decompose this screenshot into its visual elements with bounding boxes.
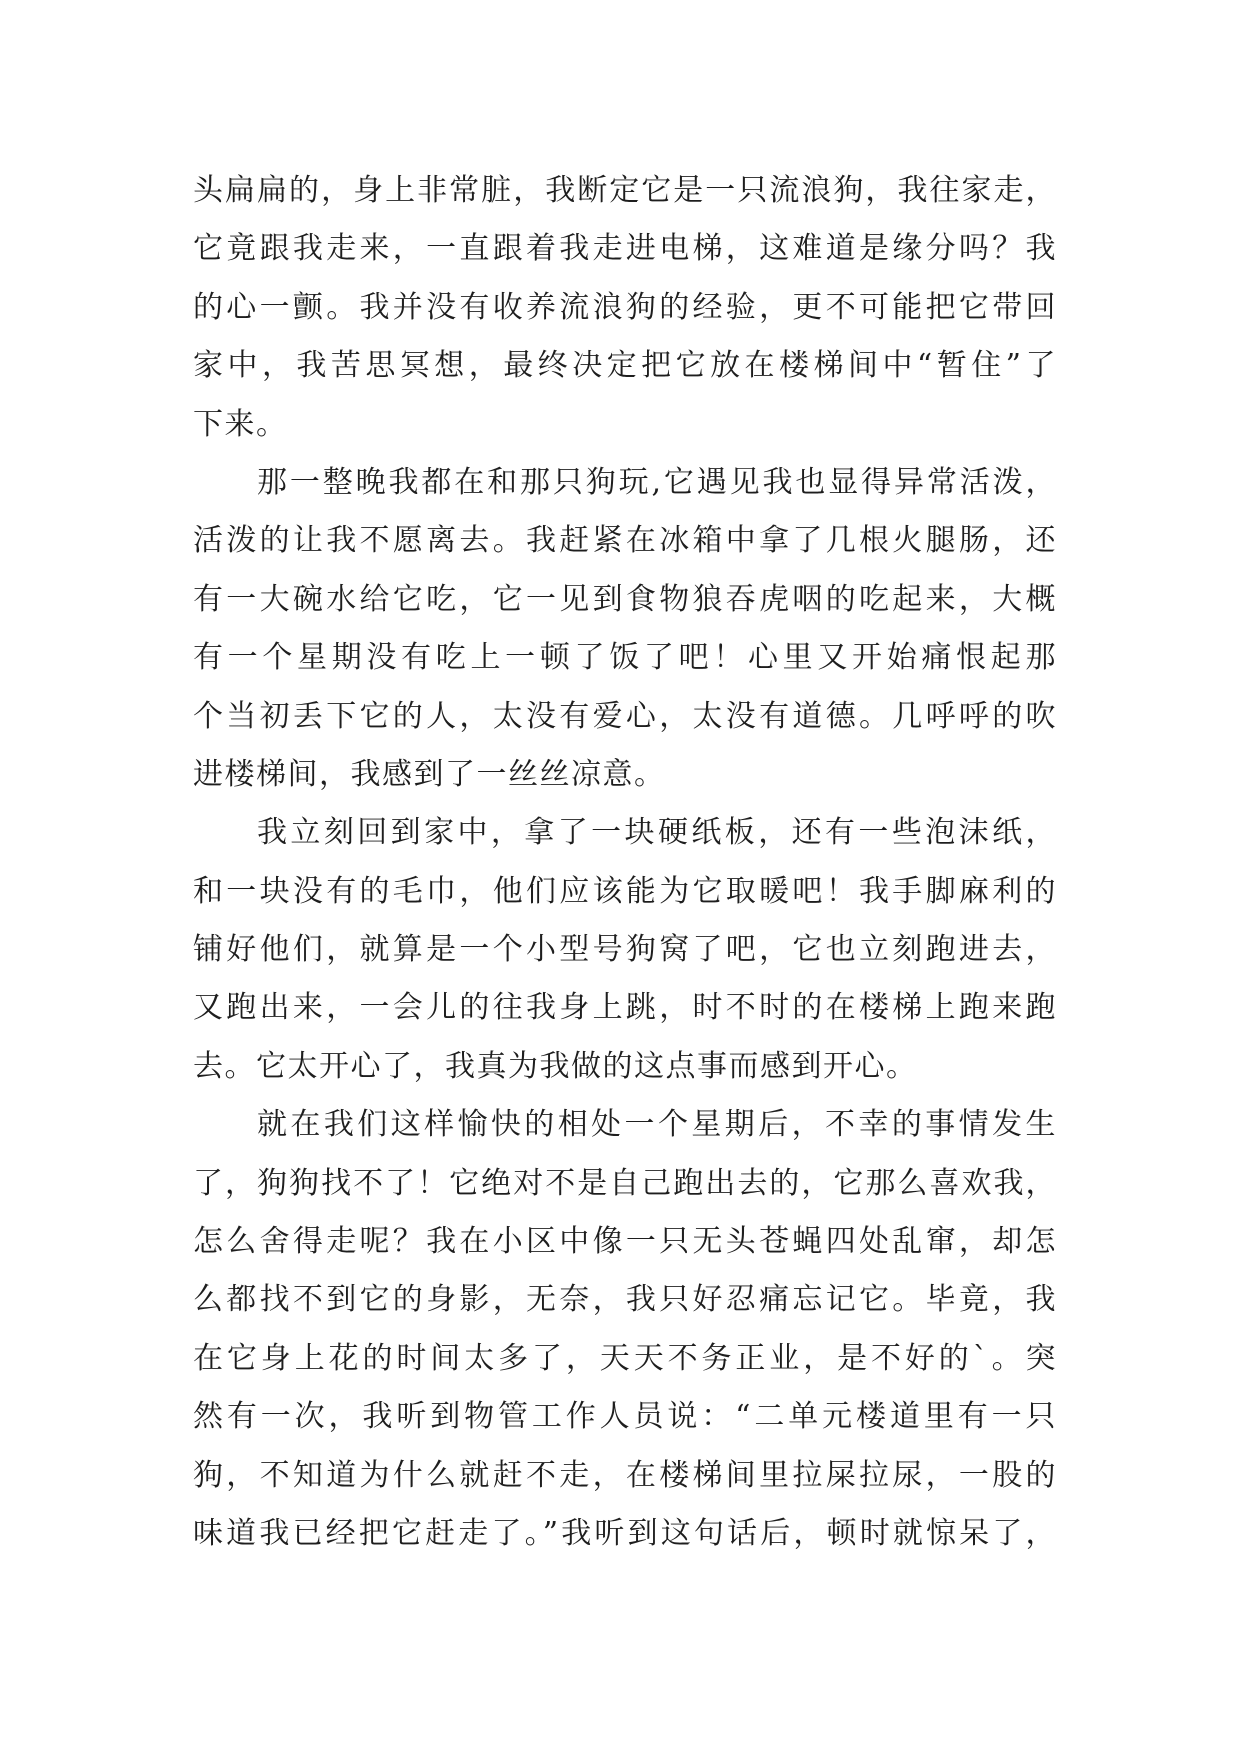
text-line: 味道我已经把它赶走了。”我听到这句话后，顿时就惊呆了， bbox=[193, 1515, 1057, 1551]
text-line: 家中，我苦思冥想，最终决定把它放在楼梯间中“暂住”了 bbox=[193, 348, 1057, 384]
text-line: 活泼的让我不愿离去。我赶紧在冰箱中拿了几根火腿肠，还 bbox=[193, 523, 1057, 559]
text-line: 狗，不知道为什么就赶不走，在楼梯间里拉屎拉尿，一股的 bbox=[193, 1457, 1057, 1493]
text-line: 它竟跟我走来，一直跟着我走进电梯，这难道是缘分吗？我 bbox=[193, 231, 1057, 267]
text-line: 进楼梯间，我感到了一丝丝凉意。 bbox=[193, 756, 666, 792]
text-line: 头扁扁的，身上非常脏，我断定它是一只流浪狗，我往家走， bbox=[193, 173, 1057, 208]
text-line: 就在我们这样愉快的相处一个星期后，不幸的事情发生 bbox=[257, 1107, 1057, 1143]
paragraph bbox=[193, 1096, 1057, 1563]
paragraph bbox=[193, 162, 1057, 454]
text-line: 和一块没有的毛巾，他们应该能为它取暖吧！我手脚麻利的 bbox=[193, 873, 1057, 909]
text-line: 在它身上花的时间太多了，天天不务正业，是不好的`。突 bbox=[193, 1340, 1057, 1376]
paragraph bbox=[193, 804, 1057, 1096]
text-line: 然有一次，我听到物管工作人员说：“二单元楼道里有一只 bbox=[193, 1399, 1057, 1435]
text-line: 个当初丢下它的人，太没有爱心，太没有道德。几呼呼的吹 bbox=[193, 698, 1057, 734]
text-line: 下来。 bbox=[193, 406, 288, 442]
paragraph bbox=[193, 454, 1057, 804]
body-text bbox=[193, 162, 1057, 1563]
text-line: 我立刻回到家中，拿了一块硬纸板，还有一些泡沫纸， bbox=[257, 815, 1057, 851]
text-line: 又跑出来，一会儿的往我身上跳，时不时的在楼梯上跑来跑 bbox=[193, 990, 1057, 1026]
text-line: 的心一颤。我并没有收养流浪狗的经验，更不可能把它带回 bbox=[193, 289, 1057, 325]
text-line: 有一大碗水给它吃，它一见到食物狼吞虎咽的吃起来，大概 bbox=[193, 581, 1057, 617]
text-line: 了，狗狗找不了！它绝对不是自己跑出去的，它那么喜欢我， bbox=[193, 1165, 1057, 1201]
text-line: 铺好他们，就算是一个小型号狗窝了吧，它也立刻跑进去， bbox=[193, 932, 1057, 968]
text-line: 么都找不到它的身影，无奈，我只好忍痛忘记它。毕竟，我 bbox=[193, 1282, 1057, 1318]
text-line: 有一个星期没有吃上一顿了饭了吧！心里又开始痛恨起那 bbox=[193, 640, 1057, 676]
text-line: 怎么舍得走呢？我在小区中像一只无头苍蝇四处乱窜，却怎 bbox=[193, 1224, 1057, 1260]
text-line: 那一整晚我都在和那只狗玩,它遇见我也显得异常活泼， bbox=[257, 464, 1057, 500]
text-line: 去。它太开心了，我真为我做的这点事而感到开心。 bbox=[193, 1048, 918, 1084]
